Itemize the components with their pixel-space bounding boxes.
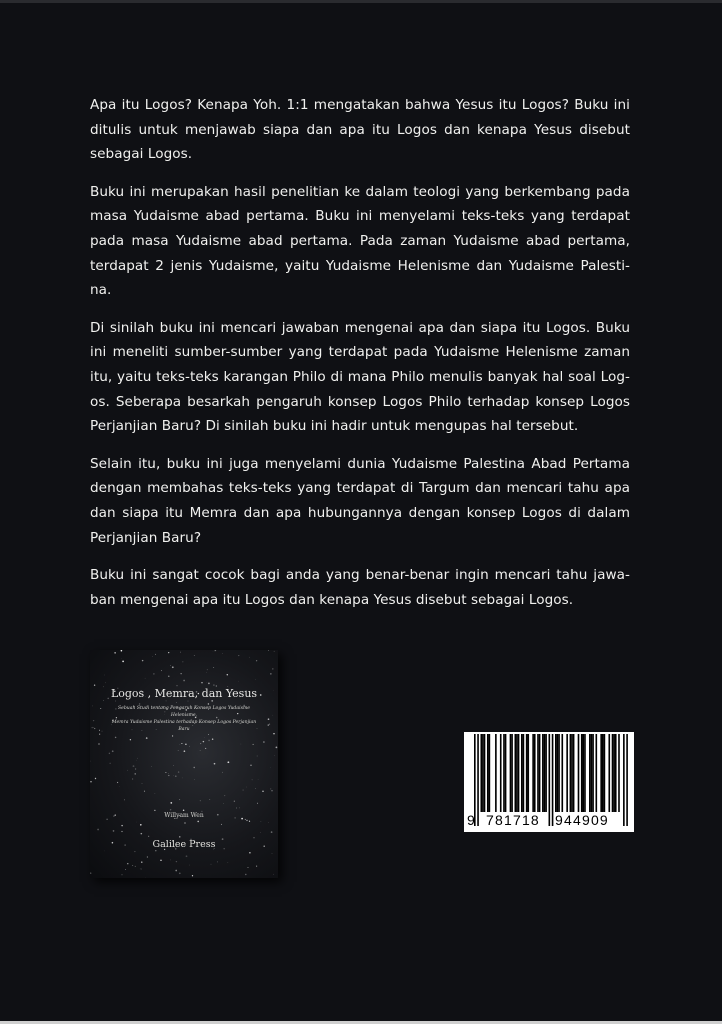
barcode-bar <box>518 734 520 812</box>
star <box>168 676 169 677</box>
star <box>276 747 278 749</box>
star <box>200 800 201 801</box>
star <box>253 744 254 745</box>
star <box>215 650 216 651</box>
star <box>228 761 230 763</box>
star <box>194 779 195 780</box>
star <box>125 869 126 870</box>
star <box>121 650 123 651</box>
star <box>136 822 137 823</box>
star <box>212 738 213 739</box>
thumbnail-subtitle <box>108 705 260 733</box>
blurb-paragraph-5: Buku ini sangat cocok bagi anda yang benar-benar ingin mencari tahu jawa-ban mengenai apa itu Logos dan kenapa Yesus disebut sebagai Logos. <box>90 567 630 608</box>
star <box>99 730 100 731</box>
star <box>214 763 216 765</box>
star <box>222 653 223 654</box>
star <box>179 836 180 837</box>
star <box>178 750 179 751</box>
star <box>90 872 91 873</box>
star <box>94 728 95 729</box>
star <box>192 875 193 876</box>
isbn-group-1: 781718 <box>486 812 540 828</box>
star <box>176 861 177 862</box>
star <box>261 821 262 822</box>
star <box>134 851 135 852</box>
blurb-paragraph-4: Selain itu, buku ini juga menyelami dunia Yudaisme Palestina Abad Pertama dengan membahas teks-teks yang terdapat di Targum dan mencari tahu apa dan siapa itu Memra dan apa hubungannya dengan konsep Logos di dalam Perjanjian Baru? <box>90 455 630 546</box>
barcode-bar <box>566 734 568 812</box>
star <box>179 872 181 874</box>
star <box>114 652 115 653</box>
barcode-bar <box>523 734 525 812</box>
star <box>208 683 210 685</box>
barcode-bar <box>521 734 523 812</box>
star <box>95 778 96 779</box>
star <box>234 801 235 802</box>
isbn-barcode <box>464 732 634 832</box>
star <box>180 652 181 653</box>
barcode-bar <box>600 734 602 812</box>
star <box>153 673 154 674</box>
star <box>151 766 152 767</box>
barcode-bar <box>612 734 614 812</box>
star <box>127 863 128 864</box>
star <box>183 680 185 682</box>
star <box>168 775 169 776</box>
star <box>184 750 186 752</box>
barcode-bar <box>578 734 580 812</box>
star <box>193 767 194 768</box>
barcode-bar <box>596 734 598 812</box>
star <box>144 791 145 792</box>
barcode-bar <box>511 734 513 812</box>
star <box>148 836 149 837</box>
star <box>186 855 188 857</box>
star <box>213 667 214 668</box>
star <box>245 819 246 820</box>
star <box>171 665 172 666</box>
star <box>115 700 116 701</box>
barcode-bar <box>539 734 541 812</box>
star <box>100 708 101 709</box>
star <box>268 822 269 823</box>
barcode-bar <box>573 734 575 812</box>
star <box>217 862 218 863</box>
star <box>154 810 155 811</box>
star <box>112 750 114 752</box>
star <box>189 746 190 747</box>
star <box>184 822 185 823</box>
barcode-bar <box>584 734 586 812</box>
star <box>92 706 93 707</box>
star <box>213 684 214 685</box>
star <box>141 861 142 862</box>
star <box>98 743 99 744</box>
star <box>271 790 272 791</box>
star <box>245 874 246 875</box>
star <box>92 727 93 728</box>
barcode-bar <box>516 734 518 812</box>
blurb-paragraph-2: Buku ini merupakan hasil penelitian ke dalam teologi yang berkembang pada masa Yudaisme abad pertama. Buku ini menyelami teks-teks yang terdapat pada masa Yudaisme abad pertama. Pada zaman Yudaisme abad pertama, terdapat 2 jenis Yudaisme, yaitu Yudaisme Helenisme dan Yudaisme Palesti-na. <box>90 183 630 299</box>
star <box>99 734 100 735</box>
blurb-text <box>90 93 630 625</box>
barcode-bar <box>549 734 551 826</box>
barcode-bar <box>615 734 617 812</box>
star <box>238 655 239 656</box>
star <box>168 652 169 653</box>
star <box>208 740 210 742</box>
star <box>147 856 148 857</box>
star <box>270 673 271 674</box>
star <box>183 809 185 811</box>
star <box>122 661 124 663</box>
star <box>166 700 167 701</box>
star <box>105 683 106 684</box>
star <box>168 773 169 774</box>
star <box>127 770 128 771</box>
barcode-bar <box>570 734 572 812</box>
star <box>132 778 133 779</box>
star <box>268 718 270 720</box>
star <box>249 852 251 854</box>
star <box>94 685 95 686</box>
star <box>90 781 91 782</box>
star <box>119 786 120 787</box>
star <box>222 772 223 773</box>
star <box>173 765 174 766</box>
barcode-bar <box>583 734 585 812</box>
barcode-bar <box>489 734 491 812</box>
star <box>142 783 143 784</box>
star <box>133 765 135 767</box>
star <box>188 701 189 702</box>
barcode-bar <box>589 734 591 812</box>
star <box>239 808 240 809</box>
star <box>273 733 274 734</box>
star <box>135 768 136 769</box>
barcode-bar <box>505 734 507 812</box>
star <box>113 830 115 832</box>
star <box>155 850 156 851</box>
star <box>256 866 257 867</box>
star <box>115 737 117 739</box>
star <box>178 771 179 772</box>
star <box>104 675 105 676</box>
star <box>208 734 209 735</box>
star <box>243 790 244 791</box>
star <box>172 666 174 668</box>
star <box>130 739 131 740</box>
star <box>206 672 207 673</box>
barcode-bar <box>592 734 594 812</box>
barcode-bar <box>484 734 486 812</box>
barcode-bar <box>626 734 628 826</box>
barcode-bar <box>571 734 573 812</box>
star <box>211 700 213 702</box>
star <box>207 669 208 670</box>
star <box>124 800 125 801</box>
barcode-bar <box>561 734 563 812</box>
barcode-bar <box>526 734 528 812</box>
barcode-bar <box>537 734 539 812</box>
star <box>179 799 180 800</box>
star <box>155 793 156 794</box>
barcode-bar <box>581 734 583 812</box>
star <box>93 727 94 728</box>
star <box>197 821 199 823</box>
barcode-bar <box>545 734 547 812</box>
star <box>272 668 274 670</box>
barcode-bar <box>503 734 505 812</box>
barcode-bar <box>608 734 610 812</box>
star <box>250 764 252 766</box>
star <box>103 700 104 701</box>
star <box>273 874 274 875</box>
star <box>209 799 210 800</box>
star <box>109 753 110 754</box>
star <box>274 651 275 652</box>
star <box>205 748 206 749</box>
barcode-bar <box>602 734 604 812</box>
star <box>121 825 122 826</box>
star <box>172 735 173 736</box>
star <box>183 662 184 663</box>
star <box>201 682 202 683</box>
star <box>249 821 250 822</box>
star <box>203 741 204 742</box>
barcode-bar <box>623 734 625 826</box>
star <box>272 853 273 854</box>
star <box>200 743 201 744</box>
star <box>102 731 103 732</box>
blurb-paragraph-1: Apa itu Logos? Kenapa Yoh. 1:1 mengatakan bahwa Yesus itu Logos? Buku ini ditulis untuk menjawab siapa dan apa itu Logos dan kenapa Yesus disebut sebagai Logos. <box>90 97 630 163</box>
star <box>110 763 111 764</box>
barcode-bar <box>510 734 512 812</box>
star <box>93 720 94 721</box>
star <box>270 788 271 789</box>
star <box>170 802 172 804</box>
barcode-bar <box>604 734 606 812</box>
star <box>155 654 156 655</box>
star <box>189 865 190 866</box>
star <box>170 809 171 810</box>
star <box>176 702 177 703</box>
star <box>246 820 247 821</box>
barcode-bar <box>557 734 559 812</box>
star <box>175 870 177 872</box>
barcode-bar <box>487 734 489 812</box>
star <box>255 679 256 680</box>
star <box>260 832 261 833</box>
star <box>236 808 237 809</box>
star <box>204 737 205 738</box>
star <box>117 782 118 783</box>
thumbnail-publisher: Galilee Press <box>152 839 216 850</box>
barcode-bar <box>552 734 554 826</box>
star <box>200 750 201 751</box>
star <box>241 744 242 745</box>
star <box>137 758 138 759</box>
star <box>104 851 105 852</box>
star <box>258 779 259 780</box>
barcode-bar <box>558 734 560 812</box>
star <box>136 760 137 761</box>
thumbnail-author: Willyam Wen <box>164 812 204 819</box>
barcode-bar <box>618 734 620 812</box>
barcode-bar <box>480 734 482 812</box>
star <box>182 778 183 779</box>
star <box>273 715 274 716</box>
star <box>268 724 269 725</box>
star <box>141 833 143 835</box>
star <box>121 874 122 875</box>
thumbnail-subtitle-line-1: Sebuah Studi tentang Pengaruh Konsep Logos Yudaisme Helenisme, <box>117 706 251 718</box>
star <box>142 660 143 661</box>
star <box>132 865 133 866</box>
barcode-bar <box>532 734 534 812</box>
barcode-bar <box>515 734 517 812</box>
star <box>97 829 99 831</box>
star <box>257 756 258 757</box>
star <box>262 790 264 792</box>
star <box>268 650 269 651</box>
star <box>181 743 182 744</box>
star <box>135 866 136 867</box>
star <box>146 737 148 739</box>
star <box>238 681 239 682</box>
isbn-lead-digit: 9 <box>467 812 476 828</box>
barcode-bar <box>495 734 497 812</box>
star <box>145 678 146 679</box>
barcode-bar <box>542 734 544 812</box>
blurb-paragraph-3: Di sinilah buku ini mencari jawaban mengenai apa dan siapa itu Logos. Buku ini meneliti sumber-sumber yang terdapat pada Yudaisme Helenisme zaman itu, yaitu teks-teks karangan Philo di mana Philo menulis banyak hal soal Log-os. Seberapa besarkah pengaruh konsep Logos Philo terhadap konsep Logos Perjanjian Baru? Di sinilah buku ini hadir untuk mengupas hal tersebut. <box>90 319 630 435</box>
star <box>227 674 228 675</box>
barcode-bar <box>482 734 484 812</box>
barcode-bar <box>591 734 593 812</box>
star <box>165 772 166 773</box>
star <box>170 860 171 861</box>
star <box>256 660 257 661</box>
star <box>221 824 222 825</box>
star <box>161 670 162 671</box>
star <box>141 868 142 869</box>
star <box>90 761 91 762</box>
star <box>175 775 177 777</box>
star <box>194 655 195 656</box>
star <box>185 744 187 746</box>
barcode-bar <box>534 734 536 812</box>
star <box>263 741 265 743</box>
star <box>224 795 225 796</box>
star <box>271 831 273 833</box>
star <box>257 803 258 804</box>
barcode-bar <box>477 734 479 826</box>
barcode-bar <box>555 734 557 812</box>
star <box>140 824 142 826</box>
star <box>248 867 249 868</box>
barcode-bar <box>500 734 502 812</box>
star <box>269 724 270 725</box>
front-cover-thumbnail <box>90 650 278 878</box>
thumbnail-subtitle-line-2: Memra Yudaisme Palestina terhadap Konsep Logos Perjanjian Baru <box>111 720 257 732</box>
star <box>121 658 122 659</box>
star <box>252 779 253 780</box>
isbn-group-2: 944909 <box>555 812 609 828</box>
star <box>160 860 161 861</box>
star <box>121 831 122 832</box>
star <box>181 673 182 674</box>
star <box>135 773 136 774</box>
star <box>211 864 212 865</box>
star <box>255 788 256 789</box>
barcode-bar <box>527 734 529 812</box>
thumbnail-title: Logos , Memra, dan Yesus <box>110 687 258 700</box>
barcode-bar <box>613 734 615 812</box>
barcode-bar <box>544 734 546 812</box>
